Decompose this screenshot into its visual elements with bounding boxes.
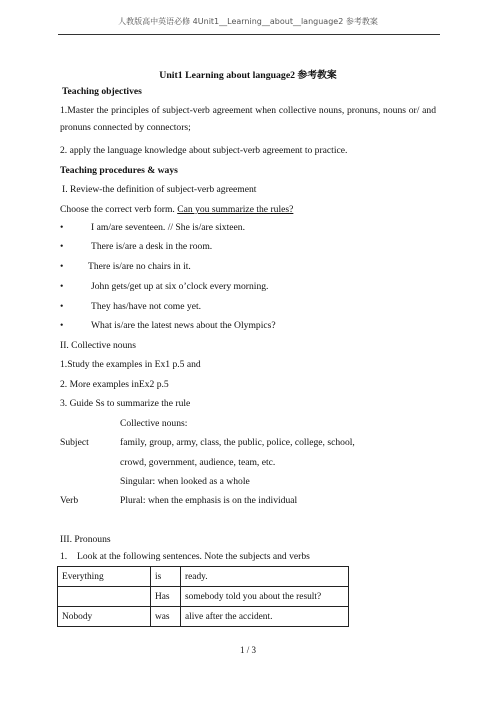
bullet-item: John gets/get up at six o’clock every morning. — [91, 281, 269, 292]
pronouns-step-1-number: 1. — [60, 551, 68, 562]
table-cell-verb: was — [151, 607, 181, 627]
section-1-heading: I. Review-the definition of subject-verb agreement — [62, 184, 257, 195]
singular-rule: Singular: when looked as a whole — [120, 476, 250, 487]
choose-instruction — [60, 204, 293, 215]
plural-rule: Plural: when the emphasis is on the individual — [120, 495, 298, 506]
objectives-heading: Teaching objectives — [62, 86, 142, 97]
title-chinese: 参考教案 — [297, 70, 337, 81]
section-2-heading: II. Collective nouns — [60, 340, 136, 351]
table-cell-verb: Has — [151, 587, 181, 607]
bullet-marker: • — [60, 320, 64, 331]
collective-nouns-label: Collective nouns: — [120, 418, 188, 429]
objective-1: 1.Master the principles of subject-verb agreement when collective nouns, pronuns, nouns or/ and pronuns connected by connectors; — [60, 105, 436, 133]
procedures-heading: Teaching procedures & ways — [60, 165, 178, 176]
collective-nouns-list-2: crowd, government, audience, team, etc. — [120, 457, 276, 468]
table-cell-subject: Nobody — [58, 607, 151, 627]
header-rule — [58, 34, 440, 35]
document-title — [0, 67, 496, 81]
table-cell-subject: Everything — [58, 567, 151, 587]
collective-step-1: 1.Study the examples in Ex1 p.5 and — [60, 359, 201, 370]
table-cell-predicate: ready. — [181, 567, 349, 587]
verb-label: Verb — [60, 495, 79, 506]
table-cell-subject — [58, 587, 151, 607]
bullet-marker: • — [60, 281, 64, 292]
title-english: Unit1 Learning about language2 — [159, 70, 298, 81]
choose-prefix: Choose the correct verb form. — [60, 204, 178, 215]
collective-step-3: 3. Guide Ss to summarize the rule — [60, 398, 191, 409]
bullet-marker: • — [60, 301, 64, 312]
table-row — [58, 567, 349, 587]
bullet-item: What is/are the latest news about the Olympics? — [91, 320, 276, 331]
choose-question: Can you summarize the rules? — [177, 204, 294, 215]
table-cell-predicate: alive after the accident. — [181, 607, 349, 627]
bullet-marker: • — [60, 241, 64, 252]
table-cell-verb: is — [151, 567, 181, 587]
bullet-item: I am/are seventeen. // She is/are sixteen. — [91, 222, 245, 233]
pronouns-step-1: Look at the following sentences. Note the subjects and verbs — [77, 551, 310, 562]
table-row — [58, 587, 349, 607]
bullet-marker: • — [60, 222, 64, 233]
objective-2: 2. apply the language knowledge about subject-verb agreement to practice. — [60, 145, 348, 156]
section-3-heading: III. Pronouns — [60, 534, 111, 545]
page-header: 人教版高中英语必修 4Unit1__Learning__about__language2 参考教案 — [118, 17, 378, 26]
collective-nouns-list-1: family, group, army, class, the public, police, college, school, — [120, 437, 355, 448]
page-number: 1 / 3 — [239, 645, 256, 655]
bullet-item: There is/are a desk in the room. — [91, 241, 213, 252]
bullet-marker: • — [60, 261, 64, 272]
pronoun-verb-table — [57, 566, 349, 627]
collective-step-2: 2. More examples inEx2 p.5 — [60, 379, 169, 390]
table-cell-predicate: somebody told you about the result? — [181, 587, 349, 607]
bullet-item: There is/are no chairs in it. — [88, 261, 191, 272]
table-row — [58, 607, 349, 627]
bullet-item: They has/have not come yet. — [91, 301, 202, 312]
subject-label: Subject — [60, 437, 89, 448]
